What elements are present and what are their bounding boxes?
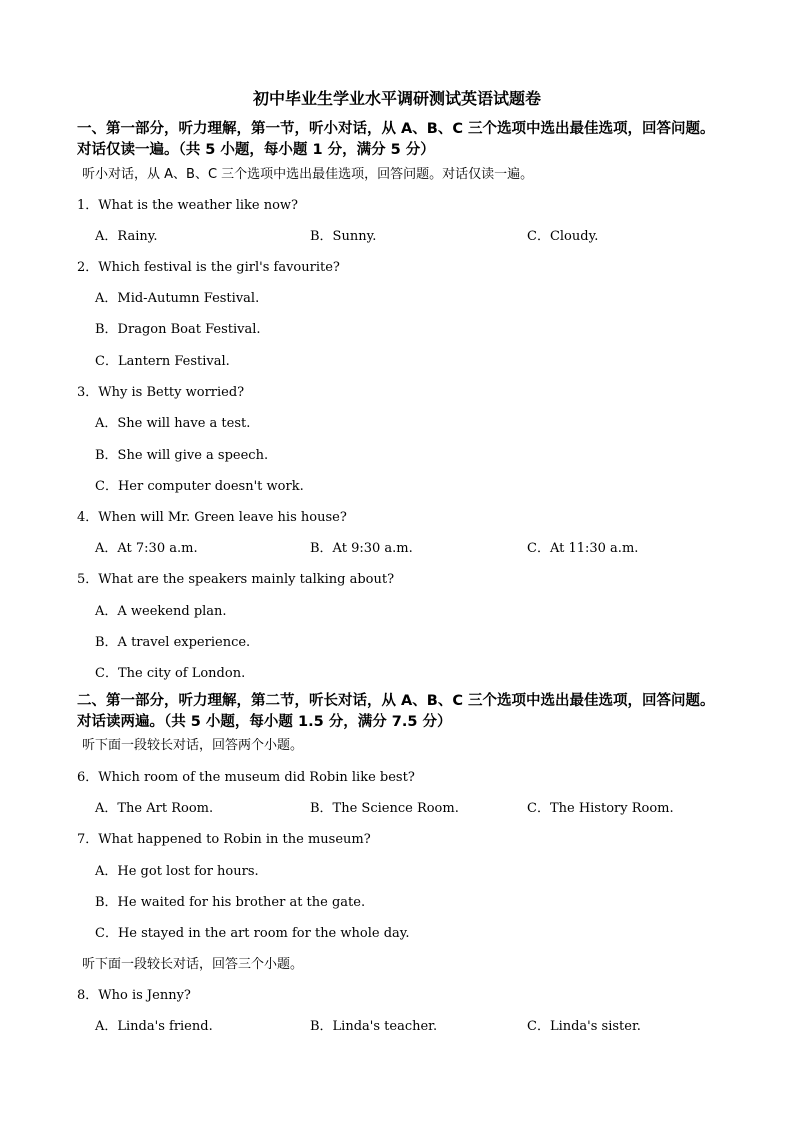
question-8-stem: 8．Who is Jenny?	[77, 988, 191, 1003]
question-7-option-b: B．He waited for his brother at the gate.	[95, 895, 366, 910]
question-3-option-b: B．She will give a speech.	[95, 448, 269, 463]
section1-heading-line2: 对话仅读一遍。（共 5 小题，每小题 1 分，满分 5 分）	[77, 142, 435, 158]
section2-heading-line1: 二、第一部分，听力理解，第二节，听长对话，从 A、B、C 三个选项中选出最佳选项，回答问题。	[77, 693, 715, 709]
question-1-option-a: A．Rainy.	[95, 229, 158, 244]
question-3-option-a: A．She will have a test.	[95, 416, 251, 431]
question-7-option-a: A．He got lost for hours.	[95, 864, 259, 879]
question-2-stem: 2．Which festival is the girl's favourite?	[77, 260, 340, 275]
question-6-option-c: C．The History Room.	[527, 801, 674, 816]
page-title: 初中毕业生学业水平调研测试英语试题卷	[252, 89, 541, 108]
section1-heading-line1: 一、第一部分，听力理解，第一节，听小对话，从 A、B、C 三个选项中选出最佳选项，回答问题。	[77, 121, 715, 137]
question-2-option-a: A．Mid-Autumn Festival.	[95, 291, 260, 306]
question-4-option-a: A．At 7:30 a.m.	[95, 541, 198, 556]
question-6-option-b: B．The Science Room.	[310, 801, 459, 816]
question-4-stem: 4．When will Mr. Green leave his house?	[77, 510, 347, 525]
question-4-option-b: B．At 9:30 a.m.	[310, 541, 413, 556]
question-1-option-b: B．Sunny.	[310, 229, 377, 244]
question-5-option-a: A．A weekend plan.	[95, 604, 227, 619]
question-4-option-c: C．At 11:30 a.m.	[527, 541, 639, 556]
question-5-option-b: B．A travel experience.	[95, 635, 251, 650]
question-6-stem: 6．Which room of the museum did Robin like best?	[77, 770, 415, 785]
section2-instruction-1: 听下面一段较长对话，回答两个小题。	[82, 738, 304, 753]
question-3-option-c: C．Her computer doesn't work.	[95, 479, 304, 494]
question-8-option-a: A．Linda's friend.	[95, 1019, 213, 1034]
question-8-option-c: C．Linda's sister.	[527, 1019, 641, 1034]
question-6-option-a: A．The Art Room.	[95, 801, 214, 816]
question-7-option-c: C．He stayed in the art room for the whole day.	[95, 926, 410, 941]
question-2-option-c: C．Lantern Festival.	[95, 354, 230, 369]
section1-instruction: 听小对话，从 A、B、C 三个选项中选出最佳选项，回答问题。对话仅读一遍。	[82, 167, 534, 182]
section2-heading-line2: 对话读两遍。（共 5 小题，每小题 1.5 分，满分 7.5 分）	[77, 714, 452, 730]
question-5-option-c: C．The city of London.	[95, 666, 246, 681]
question-5-stem: 5．What are the speakers mainly talking about?	[77, 572, 395, 587]
question-1-option-c: C．Cloudy.	[527, 229, 599, 244]
question-8-option-b: B．Linda's teacher.	[310, 1019, 438, 1034]
question-1-stem: 1．What is the weather like now?	[77, 198, 299, 213]
question-7-stem: 7．What happened to Robin in the museum?	[77, 832, 371, 847]
question-2-option-b: B．Dragon Boat Festival.	[95, 322, 261, 337]
section2-instruction-2: 听下面一段较长对话，回答三个小题。	[82, 957, 304, 972]
question-3-stem: 3．Why is Betty worried?	[77, 385, 245, 400]
